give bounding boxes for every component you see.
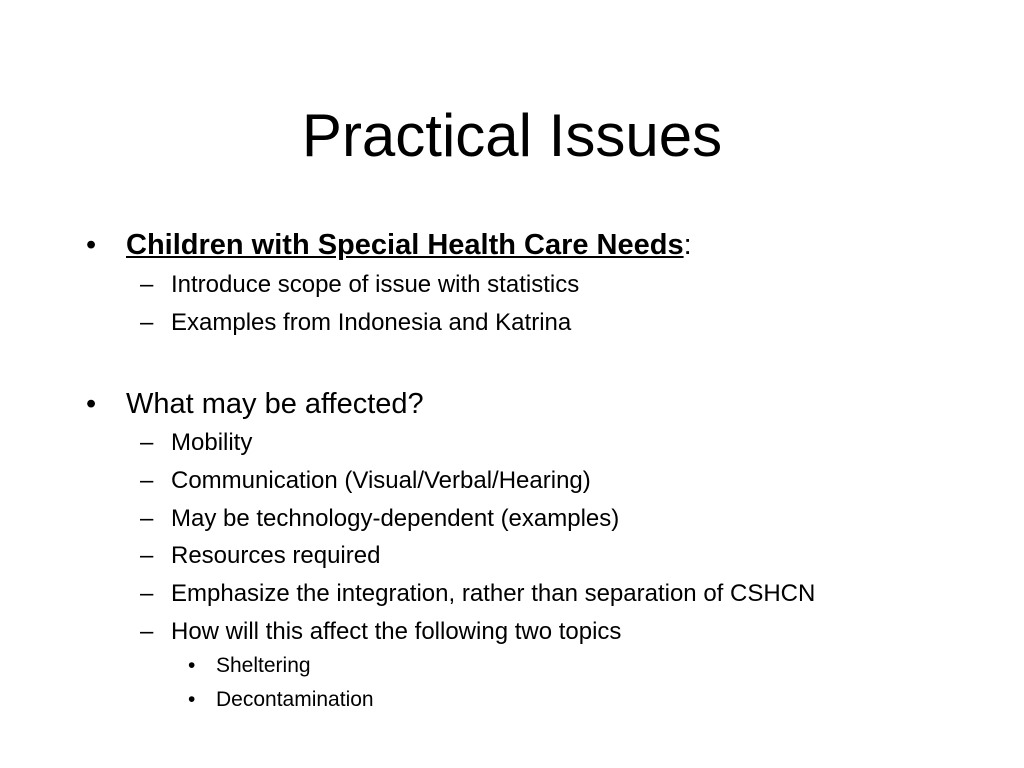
slide-title: Practical Issues [301, 102, 723, 169]
dash-marker: – [140, 505, 154, 532]
sub-list-item: Sheltering [216, 654, 311, 677]
list-item: Examples from Indonesia and Katrina [171, 309, 572, 336]
dash-marker: – [140, 271, 154, 298]
dash-marker: – [140, 618, 154, 645]
list-item: Introduce scope of issue with statistics [171, 271, 580, 298]
section-heading-colon: : [683, 229, 692, 261]
list-item: Resources required [171, 542, 381, 569]
sub-bullet-marker: • [188, 654, 196, 677]
section-heading-text: Children with Special Health Care Needs [126, 229, 684, 261]
bullet-marker: • [86, 229, 97, 261]
dash-marker: – [140, 429, 154, 456]
bullet-marker: • [86, 388, 97, 420]
dash-marker: – [140, 309, 154, 336]
list-item: Communication (Visual/Verbal/Hearing) [171, 467, 591, 494]
section-heading-affected: What may be affected? [126, 388, 424, 420]
dash-marker: – [140, 467, 154, 494]
list-item: Emphasize the integration, rather than separation of CSHCN [171, 580, 816, 607]
list-item: Mobility [171, 429, 253, 456]
dash-marker: – [140, 542, 154, 569]
dash-marker: – [140, 580, 154, 607]
sub-list-item: Decontamination [216, 688, 374, 711]
list-item: How will this affect the following two topics [171, 618, 622, 645]
list-item: May be technology-dependent (examples) [171, 505, 620, 532]
section-heading-cshcn [126, 228, 692, 262]
sub-bullet-marker: • [188, 688, 196, 711]
